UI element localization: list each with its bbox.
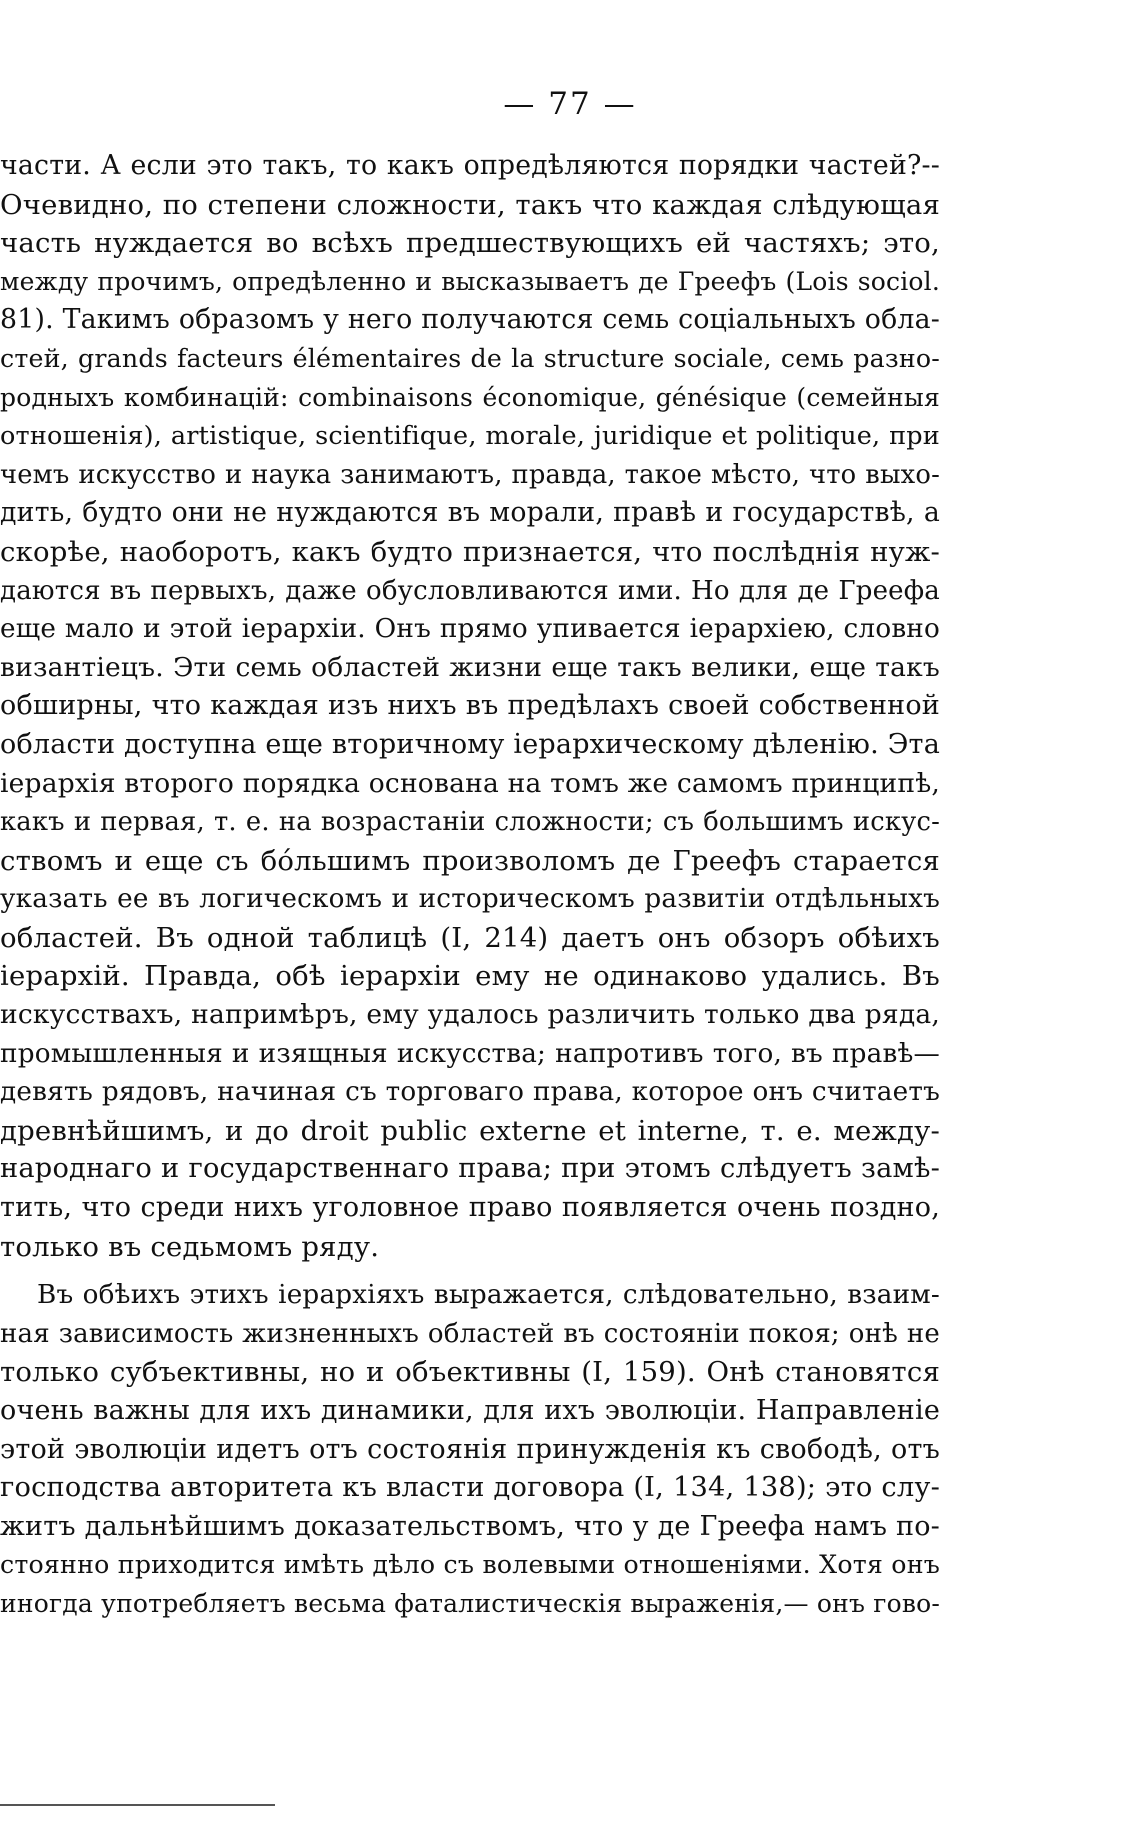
body-text [0, 147, 940, 1624]
text-line: іерархія второго порядка основана на томъ же самомъ принципѣ, [0, 767, 940, 799]
text-line: Въ обѣихъ этихъ іерархіяхъ выражается, слѣдовательно, взаим- [37, 1280, 940, 1311]
text-line: еще мало и этой іерархіи. Онъ прямо упивается іерархіею, словно [0, 614, 940, 645]
text-line: даются въ первыхъ, даже обусловливаются ими. Но для де Греефа [0, 575, 940, 606]
text-line: девять рядовъ, начиная съ торговаго права, которое онъ считаетъ [0, 1077, 940, 1108]
text-line: области доступна еще вторичному іерархическому дѣленію. Эта [0, 728, 940, 760]
text-line: очень важны для ихъ динамики, для ихъ эволюціи. Направленіе [0, 1395, 940, 1426]
text-line: стоянно приходится имѣть дѣло съ волевыми отношеніями. Хотя онъ [0, 1550, 940, 1580]
text-line: иногда употребляетъ весьма фаталистическія выраженія,— онъ гово- [0, 1588, 940, 1618]
paragraph-2 [0, 1276, 940, 1623]
text-line: стей, grands facteurs élémentaires de la structure sociale, семь разно- [0, 343, 940, 373]
text-line: тить, что среди нихъ уголовное право появляется очень поздно, [0, 1192, 940, 1224]
text-line: народнаго и государственнаго права; при этомъ слѣдуетъ замѣ- [0, 1153, 940, 1185]
text-line: ствомъ и еще съ бóльшимъ произволомъ де Греефъ старается [0, 844, 940, 877]
text-line: только въ седьмомъ ряду. [0, 1230, 380, 1263]
text-line: промышленныя и изящныя искусства; напротивъ того, въ правѣ— [0, 1038, 940, 1069]
text-line: 81). Такимъ образомъ у него получаются семь соціальныхъ обла- [0, 304, 940, 336]
text-line: скорѣе, наоборотъ, какъ будто признается, что послѣднія нуж- [0, 535, 940, 568]
text-line: ная зависимость жизненныхъ областей въ состояніи покоя; онѣ не [0, 1318, 940, 1349]
text-line: обширны, что каждая изъ нихъ въ предѣлахъ своей собственной [0, 690, 940, 722]
text-line: только субъективны, но и объективны (I, 159). Онѣ становятся [0, 1356, 940, 1389]
text-line: византіецъ. Эти семь областей жизни еще такъ велики, еще такъ [0, 651, 940, 683]
text-line: указать ее въ логическомъ и историческомъ развитіи отдѣльныхъ [0, 884, 940, 915]
text-line: между прочимъ, опредѣленно и высказываетъ де Греефъ (Lois sociol. [0, 266, 940, 296]
paragraph-1 [0, 147, 940, 1266]
text-line: іерархій. Правда, обѣ іерархіи ему не одинаково удались. Въ [0, 960, 940, 993]
text-line: какъ и первая, т. е. на возрастаніи сложности; съ большимъ искус- [0, 807, 940, 838]
text-line: этой эволюціи идетъ отъ состоянія принужденія къ свободѣ, отъ [0, 1433, 940, 1465]
text-line: родныхъ комбинацій: combinaisons économique, génésique (семейныя [0, 382, 940, 412]
text-line: часть нуждается во всѣхъ предшествующихъ ей частяхъ; это, [0, 227, 940, 260]
text-line: части. А если это такъ, то какъ опредѣляются порядки частей?-- [0, 150, 940, 181]
text-line: отношенія), artistique, scientifique, morale, juridique et politique, при [0, 421, 940, 452]
paragraph-gap [0, 1266, 940, 1276]
text-line: господства авторитета къ власти договора (I, 134, 138); это слу- [0, 1472, 940, 1504]
text-line: древнѣйшимъ, и до droit public externe et interne, т. е. между- [0, 1114, 940, 1147]
text-line: дить, будто они не нуждаются въ морали, правѣ и государствѣ, а [0, 497, 940, 529]
footer-rule [0, 1804, 275, 1806]
text-line: Очевидно, по степени сложности, такъ что каждая слѣдующая [0, 188, 940, 221]
text-line: чемъ искусство и наука занимаютъ, правда, такое мѣсто, что выхо- [0, 459, 940, 490]
text-line: искусствахъ, напримѣръ, ему удалось различить только два ряда, [0, 999, 940, 1031]
text-line: областей. Въ одной таблицѣ (I, 214) даетъ онъ обзоръ обѣихъ [0, 921, 940, 954]
text-line: житъ дальнѣйшимъ доказательствомъ, что у де Греефа намъ по- [0, 1510, 940, 1542]
page-number: — 77 — [503, 86, 637, 122]
